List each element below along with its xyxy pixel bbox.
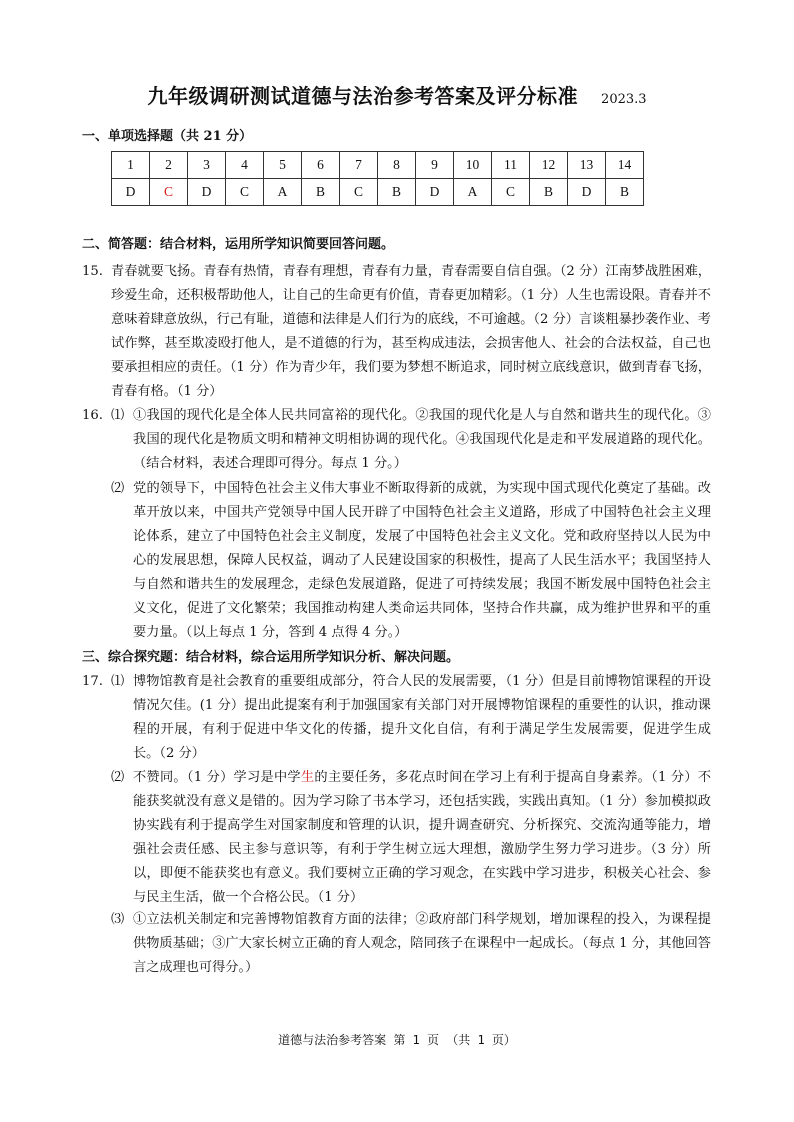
question-number-cell: 3 [188,152,226,179]
question-16-part1-answer: ①我国的现代化是全体人民共同富裕的现代化。②我国的现代化是人与自然和谐共生的现代化。③我国的现代化是物质文明和精神文明相协调的现代化。④我国现代化是走和平发展道路的现代化。（结合材料，表述合理即可得分。每点 1 分。） [133,408,711,471]
answer-table [111,151,644,206]
question-15-number: 15. [82,264,103,279]
answer-cell: C [150,179,188,206]
question-17-part2-answer [133,766,711,910]
answer-cell: A [454,179,492,206]
question-16-part1-label: ⑴ [111,408,125,423]
question-number-cell: 1 [112,152,150,179]
question-16-number: 16. [82,408,103,423]
question-17-part2-label: ⑵ [111,770,125,785]
question-17-part1-label: ⑴ [111,674,125,689]
page-footer: 道德与法治参考答案 第 1 页 （共 1 页） [278,1033,516,1047]
question-number-cell: 12 [530,152,568,179]
question-number-cell: 8 [378,152,416,179]
question-number-cell: 11 [492,152,530,179]
answer-cell: B [530,179,568,206]
question-17-part3-answer: ①立法机关制定和完善博物馆教育方面的法律；②政府部门科学规划，增加课程的投入，为课程提供物质基础；③广大家长树立正确的育人观念，陪同孩子在课程中一起成长。（每点 1 分，其他回答言之成理也可得分。） [133,912,711,975]
answer-cell: D [416,179,454,206]
question-16-part2-label: ⑵ [111,481,125,496]
section3-heading: 三、综合探究题：结合材料，综合运用所学知识分析、解决问题。 [82,650,460,665]
question-number-cell: 5 [264,152,302,179]
question-number-cell: 9 [416,152,454,179]
question-number-cell: 2 [150,152,188,179]
question-number-cell: 7 [340,152,378,179]
question-number-cell: 13 [568,152,606,179]
section2-heading: 二、简答题：结合材料，运用所学知识简要回答问题。 [82,237,395,252]
question-number-cell: 14 [606,152,644,179]
answer-cell: D [112,179,150,206]
question-number-cell: 6 [302,152,340,179]
page-title: 九年级调研测试道德与法治参考答案及评分标准 [147,84,578,108]
section1-heading: 一、单项选择题（共 21 分） [82,129,253,144]
answer-cell: C [226,179,264,206]
question-17-part2-text-b: 的主要任务，多花点时间在学习上有利于提高自身素养。（1 分）不能获奖就没有意义是错的。因为学习除了书本学习，还包括实践，实践出真知。（1 分）参加模拟政协实践有利于提高学生对国家制度和管理的认识，提升调查研究、分析探究、交流沟通等能力，增强社会责任感、民主参与意识等，有利于学生树立远大理想，激励学生努力学习进步。（3 分）所以，即便不能获奖也有意义。我们要树立正确的学习观念，在实践中学习进步，积极关心社会、参与民主生活，做一个合格公民。（1 分） [133,770,712,905]
exam-date: 2023.3 [601,92,647,107]
question-17-part2-highlight: 生 [300,770,315,785]
question-15-answer: 青春就要飞扬。青春有热情，青春有理想，青春有力量，青春需要自信自强。（2 分）江南梦战胜困难，珍爱生命，还积极帮助他人，让自己的生命更有价值，青春更加精彩。（1 分）人生也需设限。青春并不意味着肆意放纵，行己有耻，道德和法律是人们行为的底线，不可逾越。（2 分）言谈粗暴抄袭作业、考试作弊，甚至欺凌殴打他人，是不道德的行为，甚至构成违法，会损害他人、社会的合法权益，自己也要承担相应的责任。（1 分）作为青少年，我们要为梦想不断追求，同时树立底线意识，做到青春飞扬，青春有格。（1 分） [111,264,711,399]
answer-cell: B [378,179,416,206]
answer-cell: D [568,179,606,206]
question-16-part2-answer: 党的领导下，中国特色社会主义伟大事业不断取得新的成就，为实现中国式现代化奠定了基础。改革开放以来，中国共产党领导中国人民开辟了中国特色社会主义道路，形成了中国特色社会主义理论体系，建立了中国特色社会主义制度，发展了中国特色社会主义文化。党和政府坚持以人民为中心的发展思想，保障人民权益，调动了人民建设国家的积极性，提高了人民生活水平；我国坚持人与自然和谐共生的发展理念，走绿色发展道路，促进了可持续发展；我国不断发展中国特色社会主义文化，促进了文化繁荣；我国推动构建人类命运共同体，坚持合作共赢，成为维护世界和平的重要力量。（以上每点 1 分，答到 4 点得 4 分。） [133,481,711,640]
page-header [0,80,794,109]
question-17-part3-label: ⑶ [111,912,125,927]
answer-cell: C [492,179,530,206]
question-17-part1-answer: 博物馆教育是社会教育的重要组成部分，符合人民的发展需要，（1 分）但是目前博物馆课程的开设情况欠佳。(1 分）提出此提案有利于加强国家有关部门对开展博物馆课程的重要性的认识，推动课程的开展，有利于促进中华文化的传播，提升文化自信，有利于满足学生发展需要，促进学生成长。（2 分） [133,674,711,761]
answer-cell: B [606,179,644,206]
answer-cell: D [188,179,226,206]
answer-cell: B [302,179,340,206]
question-17-part2-text-a: 不赞同。（1 分）学习是中学 [133,770,301,785]
question-number-cell: 10 [454,152,492,179]
answer-table-number-row [112,152,644,179]
question-number-cell: 4 [226,152,264,179]
answer-cell: A [264,179,302,206]
question-17-number: 17. [82,674,103,689]
answer-cell: C [340,179,378,206]
answer-table-answer-row [112,179,644,206]
